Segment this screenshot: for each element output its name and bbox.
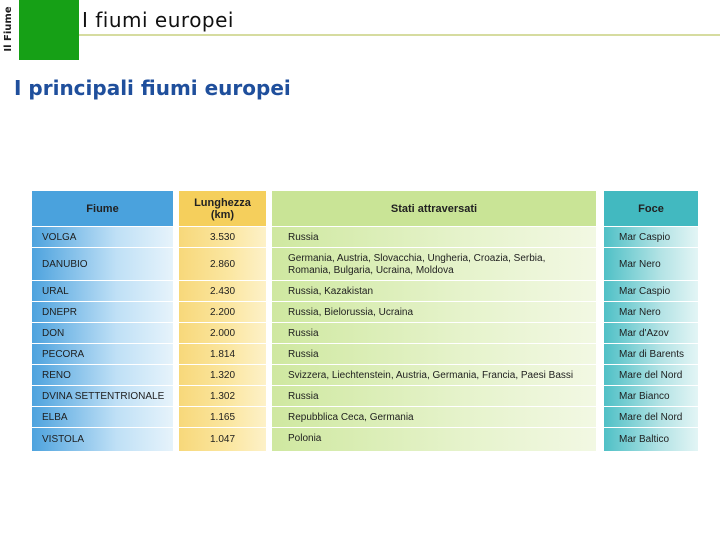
cell-fiume: DNEPR <box>42 307 78 318</box>
table-row <box>32 247 698 281</box>
table-row <box>32 343 698 365</box>
cell-stati: Russia <box>288 390 319 402</box>
cell-fiume: VOLGA <box>42 232 77 243</box>
cell-stati: Russia <box>288 327 319 339</box>
cell-foce: Mar di Barents <box>619 349 685 360</box>
header-foce: Foce <box>604 191 698 226</box>
header-lunghezza-unit: (km) <box>210 208 235 221</box>
cell-foce: Mar Bianco <box>619 391 670 402</box>
side-label: Il Fiume <box>3 6 14 52</box>
table-row <box>32 322 698 344</box>
header-divider <box>79 34 720 36</box>
side-tab <box>0 0 19 58</box>
header-title: I fiumi europei <box>82 8 234 32</box>
header-stati: Stati attraversati <box>272 191 596 226</box>
cell-foce: Mar Caspio <box>619 286 671 297</box>
cell-foce: Mare del Nord <box>619 370 683 381</box>
table-row <box>32 427 698 450</box>
cell-lunghezza: 1.320 <box>209 370 236 381</box>
cell-lunghezza: 1.047 <box>209 433 236 445</box>
cell-stati: Polonia <box>288 433 322 444</box>
cell-stati: Svizzera, Liechtenstein, Austria, Germania, Francia, Paesi Bassi <box>288 369 574 381</box>
cell-lunghezza: 2.430 <box>209 286 236 297</box>
cell-stati: Repubblica Ceca, Germania <box>288 411 414 423</box>
cell-lunghezza: 1.814 <box>209 349 236 360</box>
cell-lunghezza: 2.000 <box>209 328 236 339</box>
table-row <box>32 364 698 386</box>
cell-stati: Russia, Bielorussia, Ucraina <box>288 306 414 318</box>
cell-lunghezza: 2.860 <box>209 259 236 270</box>
table-row <box>32 226 698 248</box>
cell-fiume: VISTOLA <box>42 433 85 445</box>
cell-lunghezza: 3.530 <box>209 232 236 243</box>
table-row <box>32 406 698 428</box>
cell-lunghezza: 1.302 <box>209 391 236 402</box>
header-fiume: Fiume <box>32 191 173 226</box>
cell-fiume: RENO <box>42 370 71 381</box>
header-lunghezza-label: Lunghezza <box>194 196 251 209</box>
cell-foce: Mar Baltico <box>619 433 670 445</box>
rivers-table <box>32 191 698 451</box>
cell-foce: Mar d'Azov <box>619 328 669 339</box>
cell-lunghezza: 2.200 <box>209 307 236 318</box>
table-row <box>32 301 698 323</box>
cell-fiume: DON <box>42 328 65 339</box>
cell-foce: Mar Nero <box>619 259 661 270</box>
cell-fiume: DANUBIO <box>42 259 88 270</box>
table-row <box>32 385 698 407</box>
cell-fiume: DVINA SETTENTRIONALE <box>42 391 165 402</box>
cell-stati: Russia <box>288 231 319 243</box>
cell-foce: Mar Nero <box>619 307 661 318</box>
header-green-block <box>19 0 79 60</box>
cell-foce: Mare del Nord <box>619 412 683 423</box>
cell-fiume: ELBA <box>42 412 68 423</box>
table-row <box>32 280 698 302</box>
cell-stati: Russia, Kazakistan <box>288 285 374 297</box>
cell-fiume: PECORA <box>42 349 85 360</box>
cell-lunghezza: 1.165 <box>209 412 236 423</box>
cell-stati: Germania, Austria, Slovacchia, Ungheria, Croazia, Serbia, Romania, Bulgaria, Ucraina, Moldova <box>288 252 546 276</box>
cell-fiume: URAL <box>42 286 69 297</box>
cell-stati: Russia <box>288 348 319 360</box>
header-lunghezza <box>179 191 266 226</box>
cell-foce: Mar Caspio <box>619 232 671 243</box>
page-title: I principali fiumi europei <box>14 76 291 100</box>
